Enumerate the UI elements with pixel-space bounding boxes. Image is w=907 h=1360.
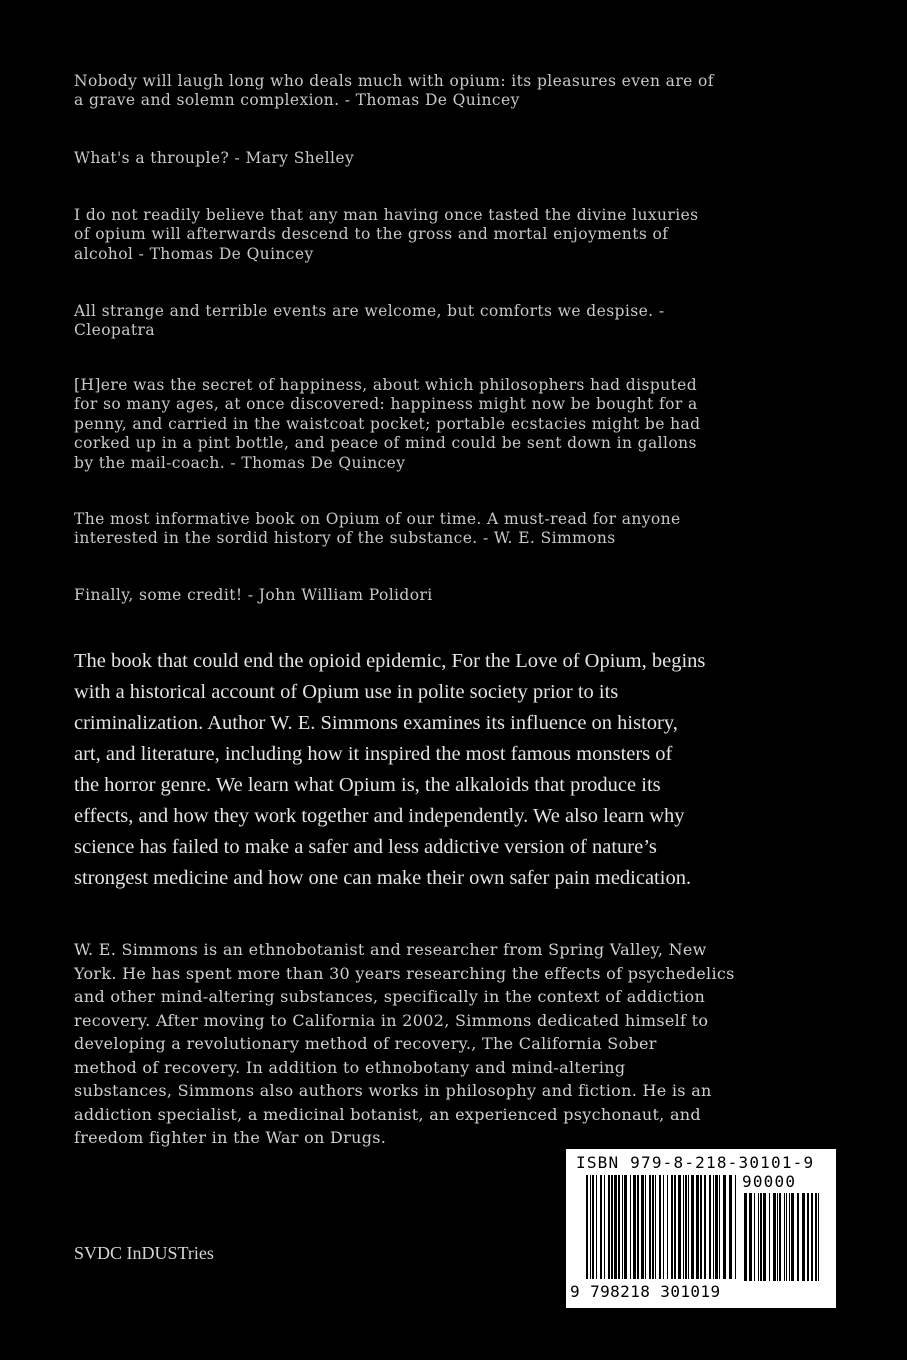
barcode-digits: 9 798218 301019 — [570, 1282, 721, 1301]
description-line: strongest medicine and how one can make their own safer pain medication. — [74, 867, 692, 889]
bio-line: addiction specialist, a medicinal botanist, an experienced psychonaut, and — [74, 1104, 701, 1124]
description-line: The book that could end the opioid epidemic, For the Love of Opium, begins — [74, 650, 706, 672]
barcode-bar — [709, 1175, 711, 1279]
barcode-bar — [773, 1193, 776, 1281]
barcode-bar — [713, 1175, 714, 1279]
bio-line: substances, Simmons also authors works in philosophy and fiction. He is an — [74, 1081, 712, 1100]
quote-line: The most informative book on Opium of our time. A must-read for anyone — [74, 510, 681, 528]
barcode-bar — [791, 1193, 794, 1281]
barcode-bar — [786, 1193, 787, 1281]
addon-barcode — [744, 1193, 819, 1281]
barcode-bar — [685, 1175, 687, 1279]
quote-line: I do not readily believe that any man having once tasted the divine luxuries — [74, 206, 699, 224]
barcode-bar — [600, 1175, 602, 1279]
isbn-label: ISBN 979-8-218-30101-9 — [576, 1153, 815, 1172]
main-barcode — [586, 1175, 736, 1279]
bio-line: freedom fighter in the War on Drugs. — [74, 1128, 387, 1147]
description-line: effects, and how they work together and independently. We also learn why — [74, 805, 685, 827]
barcode-bar — [614, 1175, 617, 1279]
quote-2 — [74, 149, 854, 168]
barcode-bar — [596, 1175, 597, 1279]
barcode-bar — [608, 1175, 610, 1279]
author-bio — [74, 938, 849, 1150]
quote-line: Cleopatra — [74, 321, 155, 340]
bio-line: W. E. Simmons is an ethnobotanist and researcher from Spring Valley, New — [74, 940, 707, 959]
barcode-bar — [678, 1175, 681, 1279]
barcode-bar — [704, 1175, 706, 1279]
barcode-bar — [618, 1175, 620, 1279]
quote-line: penny, and carried in the waistcoat pocket; portable ecstacies might be had — [74, 414, 701, 433]
quote-7 — [74, 586, 854, 605]
quote-3 — [74, 206, 854, 264]
barcode-bar — [719, 1175, 720, 1279]
quote-line: All strange and terrible events are welcome, but comforts we despise. - — [74, 302, 665, 320]
barcode-bar — [604, 1175, 605, 1279]
price-code-label: 90000 — [742, 1172, 797, 1191]
publisher-name: SVDC InDUSTries — [74, 1243, 214, 1263]
quote-line: corked up in a pint bottle, and peace of mind could be sent down in gallons — [74, 434, 697, 453]
barcode-bar — [758, 1193, 759, 1281]
barcode-bar — [818, 1193, 819, 1281]
barcode-bar — [688, 1175, 689, 1279]
barcode-bar — [645, 1175, 646, 1279]
barcode-bar — [700, 1175, 702, 1279]
barcode-bar — [649, 1175, 651, 1279]
bio-line: recovery. After moving to California in 2002, Simmons dedicated himself to — [74, 1010, 709, 1030]
quote-6 — [74, 510, 854, 549]
barcode-bar — [784, 1193, 785, 1281]
quote-line: Nobody will laugh long who deals much with opium: its pleasures even are of — [74, 72, 714, 90]
barcode-bar — [633, 1175, 636, 1279]
quote-5 — [74, 376, 854, 473]
barcode-bar — [674, 1175, 676, 1279]
barcode-bar — [637, 1175, 639, 1279]
barcode-bar — [749, 1193, 752, 1281]
barcode-bar — [807, 1193, 809, 1281]
barcode-bar — [769, 1193, 770, 1281]
barcode-bar — [797, 1193, 799, 1281]
barcode-bar — [723, 1175, 726, 1279]
barcode-bar — [611, 1175, 613, 1279]
barcode-bar — [655, 1175, 656, 1279]
quote-line: [H]ere was the secret of happiness, about which philosophers had disputed — [74, 376, 698, 394]
quote-1 — [74, 72, 854, 111]
barcode-bar — [777, 1193, 778, 1281]
barcode-bar — [811, 1193, 813, 1281]
barcode-bar — [671, 1175, 673, 1279]
barcode-bar — [624, 1175, 627, 1279]
barcode-bar — [802, 1193, 805, 1281]
description-line: art, and literature, including how it inspired the most famous monsters of — [74, 743, 673, 765]
description-line: with a historical account of Opium use in polite society prior to its — [74, 681, 619, 703]
description-line: criminalization. Author W. E. Simmons examines its influence on history, — [74, 712, 678, 734]
isbn-barcode — [566, 1149, 836, 1308]
barcode-bar — [652, 1175, 654, 1279]
barcode-bar — [622, 1175, 623, 1279]
quote-line: What's a throuple? - Mary Shelley — [74, 149, 355, 167]
barcode-bar — [659, 1175, 661, 1279]
book-description — [74, 646, 834, 894]
quote-line: a grave and solemn complexion. - Thomas De Quincey — [74, 91, 520, 110]
barcode-bar — [683, 1175, 684, 1279]
quote-line: interested in the sordid history of the substance. - W. E. Simmons — [74, 529, 616, 548]
barcode-bar — [789, 1193, 790, 1281]
barcode-bar — [663, 1175, 664, 1279]
quote-line: by the mail-coach. - Thomas De Quincey — [74, 453, 406, 472]
bio-line: and other mind-altering substances, specifically in the context of addiction — [74, 987, 706, 1006]
quote-line: for so many ages, at once discovered: happiness might now be bought for a — [74, 395, 698, 414]
barcode-bar — [592, 1175, 594, 1279]
barcode-bar — [630, 1175, 631, 1279]
barcode-bar — [763, 1193, 766, 1281]
barcode-bar — [779, 1193, 781, 1281]
barcode-bar — [754, 1193, 755, 1281]
quote-4 — [74, 302, 854, 341]
description-line: the horror genre. We learn what Opium is, the alkaloids that produce its — [74, 774, 661, 796]
barcode-bar — [735, 1175, 736, 1279]
bio-line: developing a revolutionary method of recovery., The California Sober — [74, 1034, 657, 1053]
barcode-bar — [696, 1175, 699, 1279]
barcode-bar — [691, 1175, 694, 1279]
quote-line: of opium will afterwards descend to the gross and mortal enjoyments of — [74, 225, 669, 244]
quote-line: alcohol - Thomas De Quincey — [74, 244, 314, 263]
description-line: science has failed to make a safer and less addictive version of nature’s — [74, 836, 657, 858]
bio-line: method of recovery. In addition to ethnobotany and mind-altering — [74, 1057, 626, 1077]
barcode-bar — [641, 1175, 644, 1279]
barcode-bar — [667, 1175, 668, 1279]
quote-line: Finally, some credit! - John William Polidori — [74, 586, 433, 604]
barcode-bar — [590, 1175, 591, 1279]
barcode-bar — [715, 1175, 718, 1279]
barcode-bar — [586, 1175, 588, 1279]
barcode-bar — [760, 1193, 762, 1281]
barcode-bar — [815, 1193, 817, 1281]
barcode-bar — [744, 1193, 747, 1281]
bio-line: York. He has spent more than 30 years researching the effects of psychedelics — [74, 963, 735, 983]
barcode-bar — [729, 1175, 732, 1279]
